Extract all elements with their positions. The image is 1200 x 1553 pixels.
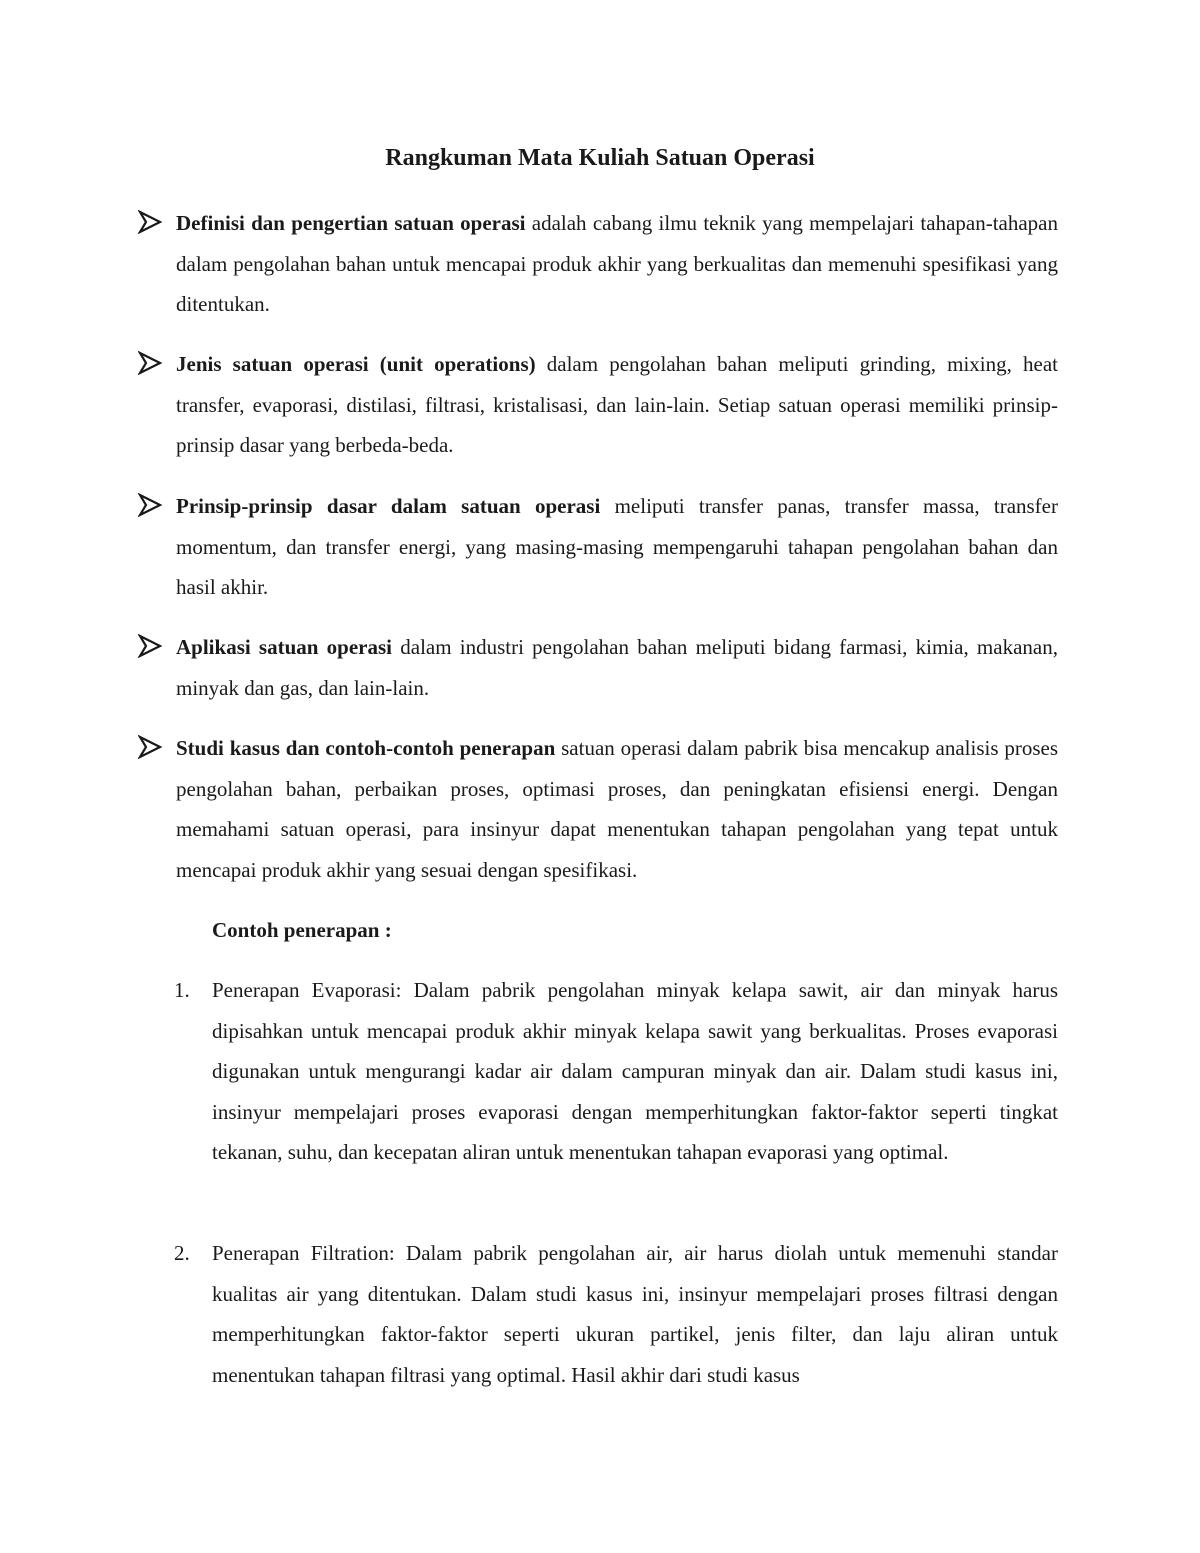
bullet-body: dalam pengolahan bahan meliputi grinding, mixing, heat transfer, evaporasi, distilasi, filtrasi, kristalisasi, dan lain-lain. Setiap satuan operasi memiliki prinsip-prinsip dasar yang berbeda-beda. bbox=[176, 352, 1058, 457]
bullet-bold-term: Prinsip-prinsip dasar dalam satuan operasi bbox=[176, 494, 601, 518]
example-heading: Contoh penerapan : bbox=[212, 918, 392, 942]
example-number: 1. bbox=[174, 978, 190, 1002]
bullet-text bbox=[176, 728, 1058, 890]
bullet-bold-term: Definisi dan pengertian satuan operasi bbox=[176, 211, 526, 235]
arrowhead-bullet-icon bbox=[138, 493, 162, 517]
bullet-body: meliputi transfer panas, transfer massa, transfer momentum, dan transfer energi, yang masing-masing mempengaruhi tahapan pengolahan bahan dan hasil akhir. bbox=[176, 494, 1058, 599]
bullet-text bbox=[176, 486, 1058, 608]
arrowhead-bullet-icon bbox=[138, 210, 162, 234]
bullet-bold-term: Studi kasus dan contoh-contoh penerapan bbox=[176, 736, 556, 760]
bullet-bold-term: Aplikasi satuan operasi bbox=[176, 635, 393, 659]
example-text: Penerapan Filtration: Dalam pabrik pengolahan air, air harus diolah untuk memenuhi standar kualitas air yang ditentukan. Dalam studi kasus ini, insinyur mempelajari proses filtrasi dengan memperhitungkan faktor-faktor seperti ukuran partikel, jenis filter, dan laju aliran untuk menentukan tahapan filtrasi yang optimal. Hasil akhir dari studi kasus bbox=[212, 1241, 1058, 1387]
bullet-text bbox=[176, 344, 1058, 466]
arrowhead-bullet-icon bbox=[138, 735, 162, 759]
example-text: Penerapan Evaporasi: Dalam pabrik pengolahan minyak kelapa sawit, air dan minyak harus dipisahkan untuk mencapai produk akhir minyak kelapa sawit yang berkualitas. Proses evaporasi digunakan untuk mengurangi kadar air dalam campuran minyak dan air. Dalam studi kasus ini, insinyur mempelajari proses evaporasi dengan memperhitungkan faktor-faktor seperti tingkat tekanan, suhu, dan kecepatan aliran untuk menentukan tahapan evaporasi yang optimal. bbox=[212, 978, 1058, 1164]
bullet-body: dalam industri pengolahan bahan meliputi bidang farmasi, kimia, makanan, minyak dan gas, dan lain-lain. bbox=[176, 635, 1058, 700]
bullet-text bbox=[176, 627, 1058, 708]
example-number: 2. bbox=[174, 1241, 190, 1265]
bullet-text bbox=[176, 203, 1058, 325]
bullet-body: adalah cabang ilmu teknik yang mempelajari tahapan-tahapan dalam pengolahan bahan untuk mencapai produk akhir yang berkualitas dan memenuhi spesifikasi yang ditentukan. bbox=[176, 211, 1058, 316]
arrowhead-bullet-icon bbox=[138, 351, 162, 375]
bullet-bold-term: Jenis satuan operasi (unit operations) bbox=[176, 352, 536, 376]
arrowhead-bullet-icon bbox=[138, 634, 162, 658]
document-title: Rangkuman Mata Kuliah Satuan Operasi bbox=[385, 145, 815, 171]
bullet-body: satuan operasi dalam pabrik bisa mencakup analisis proses pengolahan bahan, perbaikan proses, optimasi proses, dan peningkatan efisiensi energi. Dengan memahami satuan operasi, para insinyur dapat menentukan tahapan pengolahan yang tepat untuk mencapai produk akhir yang sesuai dengan spesifikasi. bbox=[176, 736, 1058, 882]
